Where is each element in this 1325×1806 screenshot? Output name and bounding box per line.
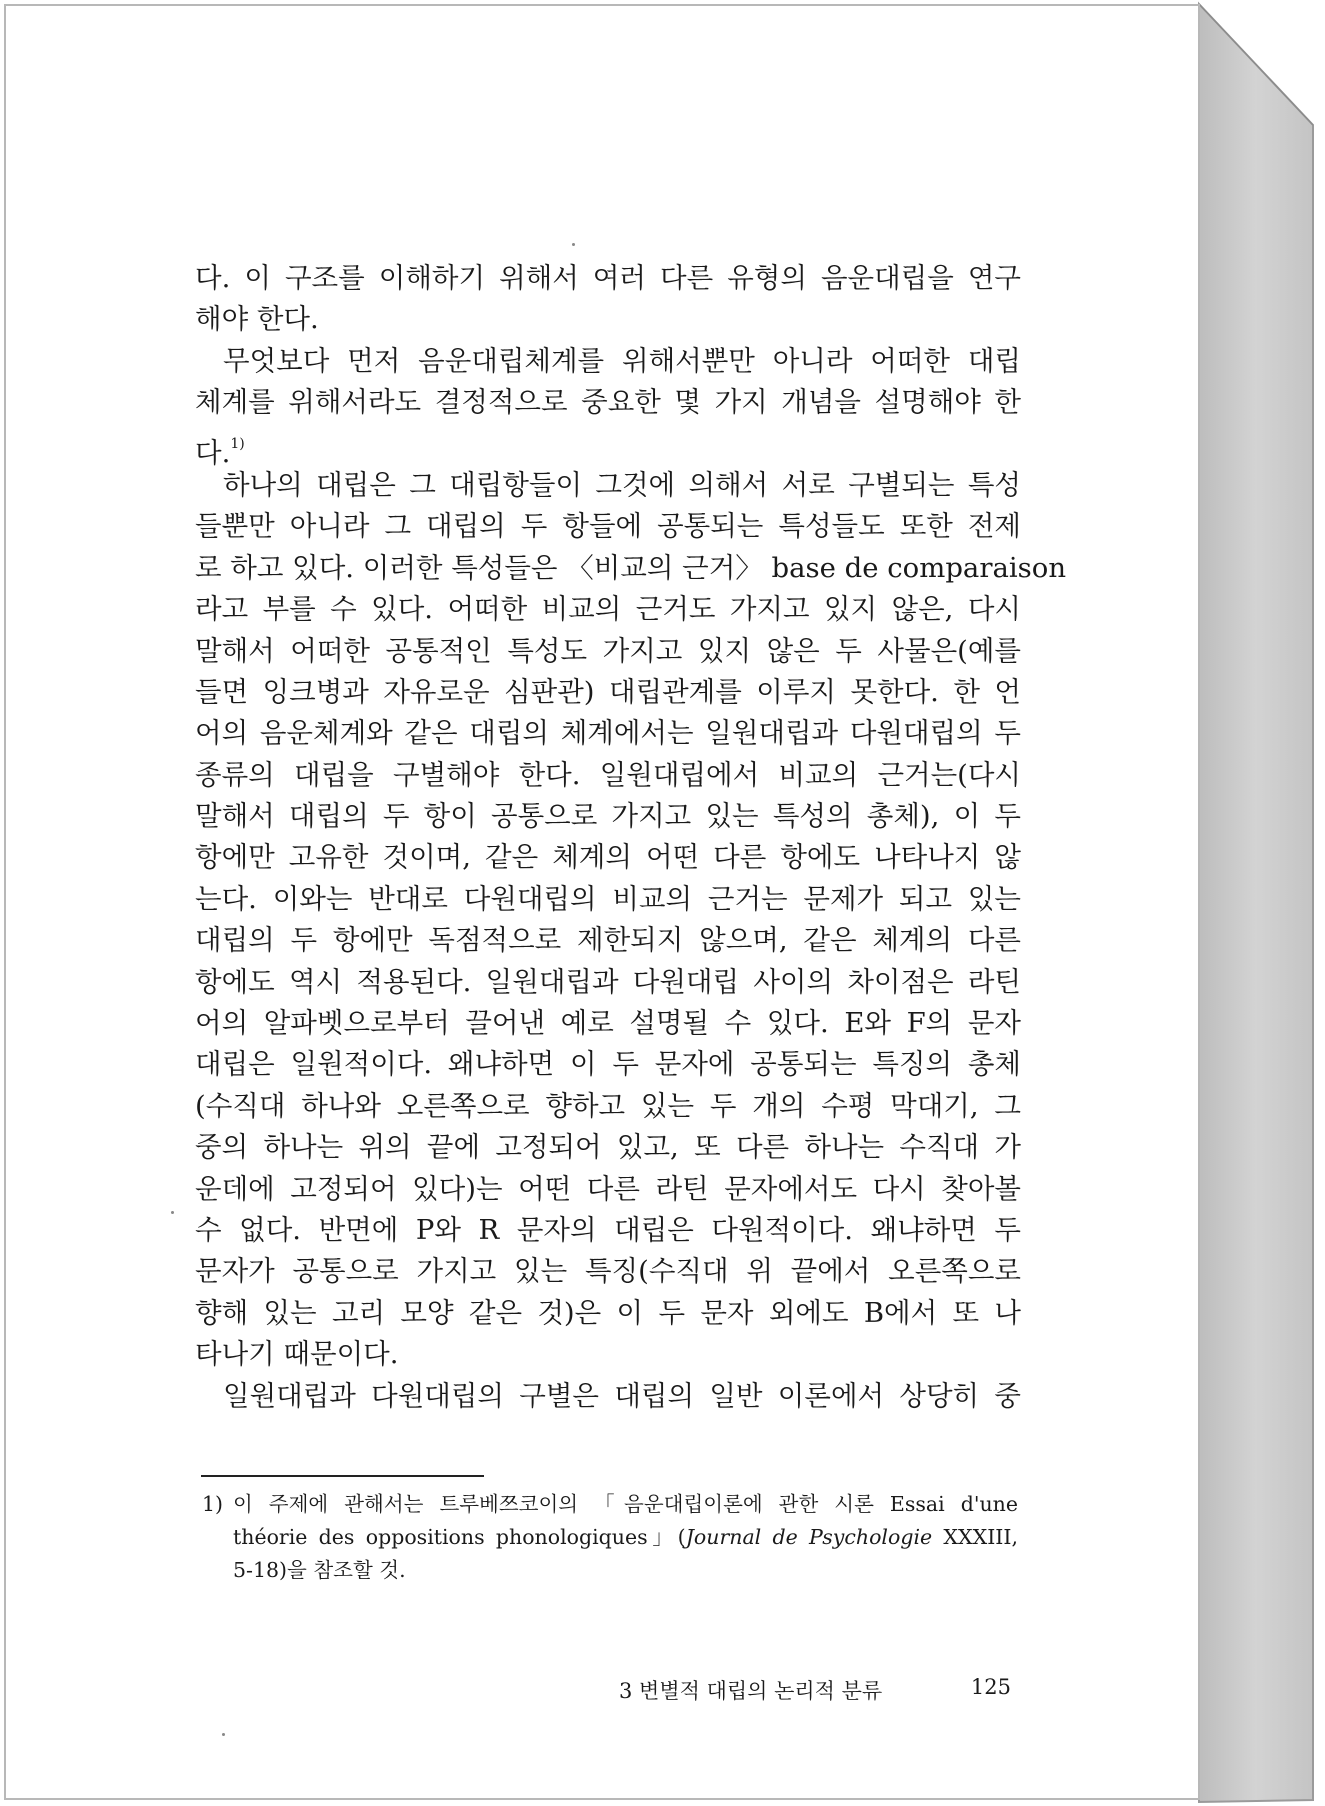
body-line: 말해서 대립의 두 항이 공통으로 가지고 있는 특성의 총체), 이 두 — [195, 800, 1021, 833]
speck — [171, 1211, 174, 1214]
body-line: 들면 잉크병과 자유로운 심판관) 대립관계를 이루지 못한다. 한 언 — [195, 675, 1021, 708]
book-spine-side — [1199, 4, 1313, 1802]
footnote-line: 이 주제에 관해서는 트루베쯔코이의 「음운대립이론에 관한 시론 Essai d'une — [233, 1492, 1018, 1516]
body-line: 중의 하나는 위의 끝에 고정되어 있고, 또 다른 하나는 수직대 가 — [195, 1131, 1021, 1164]
body-line: 무엇보다 먼저 음운대립체계를 위해서뿐만 아니라 어떠한 대립 — [223, 344, 1021, 377]
body-line: 해야 한다. — [195, 303, 319, 336]
footnote-line: 5-18)을 참조할 것. — [233, 1558, 406, 1582]
journal-title: Journal de Psychologie — [685, 1525, 933, 1549]
body-line: 수 없다. 반면에 P와 R 문자의 대립은 다원적이다. 왜냐하면 두 — [195, 1213, 1021, 1246]
body-line: (수직대 하나와 오른쪽으로 향하고 있는 두 개의 수평 막대기, 그 — [195, 1089, 1021, 1122]
running-footer — [619, 1675, 1021, 1705]
body-line: 대립은 일원적이다. 왜냐하면 이 두 문자에 공통되는 특징의 총체 — [195, 1048, 1021, 1081]
body-line: 말해서 어떠한 공통적인 특성도 가지고 있지 않은 두 사물은(예를 — [195, 634, 1021, 667]
footnote-divider — [201, 1475, 484, 1477]
footnote-number: 1) — [202, 1492, 224, 1516]
body-line: 향해 있는 고리 모양 같은 것)은 이 두 문자 외에도 B에서 또 나 — [195, 1296, 1021, 1329]
body-line: 다. 이 구조를 이해하기 위해서 여러 다른 유형의 음운대립을 연구 — [195, 262, 1021, 294]
body-line: 대립의 두 항에만 독점적으로 제한되지 않으며, 같은 체계의 다른 — [195, 924, 1021, 957]
running-title: 3 변별적 대립의 논리적 분류 — [619, 1679, 883, 1703]
body-line: 항에도 역시 적용된다. 일원대립과 다원대립 사이의 차이점은 라틴 — [195, 965, 1021, 998]
body-line: 로 하고 있다. 이러한 특성들은 〈비교의 근거〉 base de comparaison — [195, 551, 1067, 584]
footnote-text: théorie des oppositions phonologiques」( — [233, 1525, 686, 1549]
body-line: 어의 음운체계와 같은 대립의 체계에서는 일원대립과 다원대립의 두 — [195, 717, 1021, 750]
footnote-line — [233, 1521, 1018, 1554]
page-number: 125 — [970, 1675, 1011, 1699]
footnote — [233, 1488, 1018, 1587]
speck — [222, 1733, 225, 1736]
body-line: 체계를 위해서라도 결정적으로 중요한 몇 가지 개념을 설명해야 한 — [195, 386, 1021, 419]
footnote-text: XXXIII, — [932, 1525, 1019, 1549]
body-line-text: 다. — [195, 436, 231, 469]
body-line: 종류의 대립을 구별해야 한다. 일원대립에서 비교의 근거는(다시 — [195, 758, 1021, 791]
footnote-ref[interactable]: 1) — [230, 435, 245, 452]
body-line: 문자가 공통으로 가지고 있는 특징(수직대 위 끝에서 오른쪽으로 — [195, 1255, 1021, 1288]
body-line: 항에만 고유한 것이며, 같은 체계의 어떤 다른 항에도 나타나지 않 — [195, 841, 1021, 874]
body-line — [195, 424, 1021, 469]
body-line: 라고 부를 수 있다. 어떠한 비교의 근거도 가지고 있지 않은, 다시 — [195, 593, 1021, 626]
body-line: 일원대립과 다원대립의 구별은 대립의 일반 이론에서 상당히 중 — [223, 1379, 1021, 1412]
body-line: 어의 알파벳으로부터 끌어낸 예로 설명될 수 있다. E와 F의 문자 — [195, 1007, 1021, 1040]
body-line: 는다. 이와는 반대로 다원대립의 비교의 근거는 문제가 되고 있는 — [195, 882, 1021, 915]
body-line: 하나의 대립은 그 대립항들이 그것에 의해서 서로 구별되는 특성 — [223, 468, 1021, 501]
body-text — [195, 258, 1067, 1417]
body-line: 운데에 고정되어 있다)는 어떤 다른 라틴 문자에서도 다시 찾아볼 — [195, 1172, 1021, 1205]
body-line: 타나기 때문이다. — [195, 1338, 399, 1371]
speck — [572, 243, 575, 246]
body-line: 들뿐만 아니라 그 대립의 두 항들에 공통되는 특성들도 또한 전제 — [195, 510, 1021, 543]
